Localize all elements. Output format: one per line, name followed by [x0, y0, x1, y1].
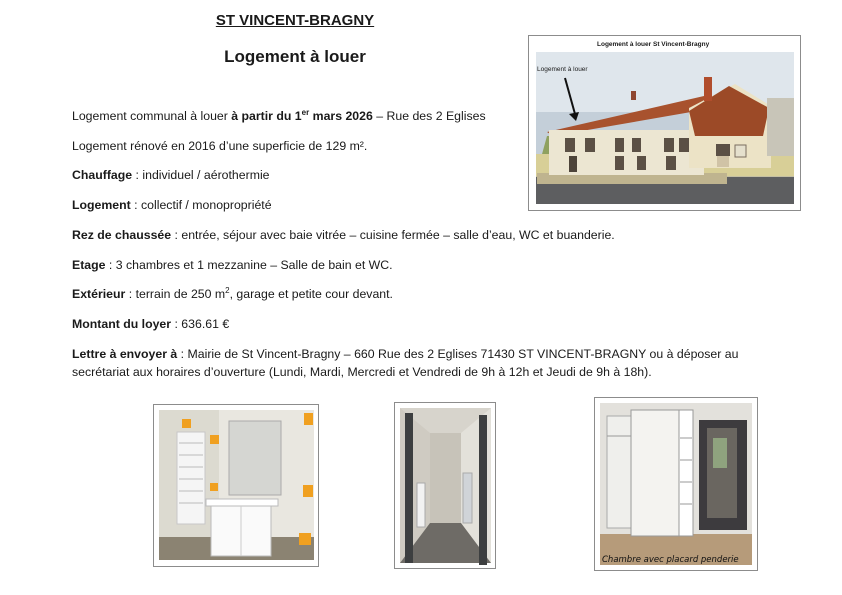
upstairs-line: Etage : 3 chambres et 1 mezzanine – Salle de bain et WC. [72, 258, 393, 272]
rent-line: Montant du loyer : 636.61 € [72, 317, 230, 331]
exterior-line: Extérieur : terrain de 250 $m^2$, garage et petite cour devant. [72, 285, 393, 301]
page-subtitle: Logement à louer [224, 47, 366, 66]
intro-line: Logement communal à louer à partir du 1er mars 2026 – Rue des 2 Eglises [72, 107, 486, 123]
bedroom-photo [594, 397, 758, 571]
house-photo-caption: Logement à louer St Vincent-Bragny [597, 41, 710, 48]
renovation-line: Logement rénové en 2016 d’une superficie de 129 m². [72, 139, 368, 153]
bathroom-photo [153, 404, 319, 567]
bathroom-illustration [154, 405, 318, 566]
heating-line: Chauffage : individuel / aérothermie [72, 168, 270, 182]
house-photo [528, 35, 801, 211]
housing-type-line: Logement : collectif / monopropriété [72, 198, 272, 212]
ground-floor-line: Rez de chaussée : entrée, séjour avec baie vitrée – cuisine fermée – salle d’eau, WC et buanderie. [72, 228, 615, 242]
hallway-photo [394, 402, 496, 569]
house-photo-arrow-label: Logement à louer [537, 66, 588, 73]
bedroom-illustration [595, 398, 757, 570]
hallway-illustration [395, 403, 495, 568]
page-title: ST VINCENT-BRAGNY [215, 12, 375, 29]
contact-line-1: Lettre à envoyer à : Mairie de St Vincent-Bragny – 660 Rue des 2 Eglises 71430 ST VINCENT-BRAGNY ou à déposer au [72, 347, 739, 361]
house-illustration [529, 36, 800, 210]
bedroom-photo-caption: Chambre avec placard penderie [602, 555, 739, 565]
contact-line-2: secrétariat aux horaires d’ouverture (Lundi, Mardi, Mercredi et Vendredi de 9h à 12h et Jeudi de 9h à 18h). [72, 365, 652, 379]
